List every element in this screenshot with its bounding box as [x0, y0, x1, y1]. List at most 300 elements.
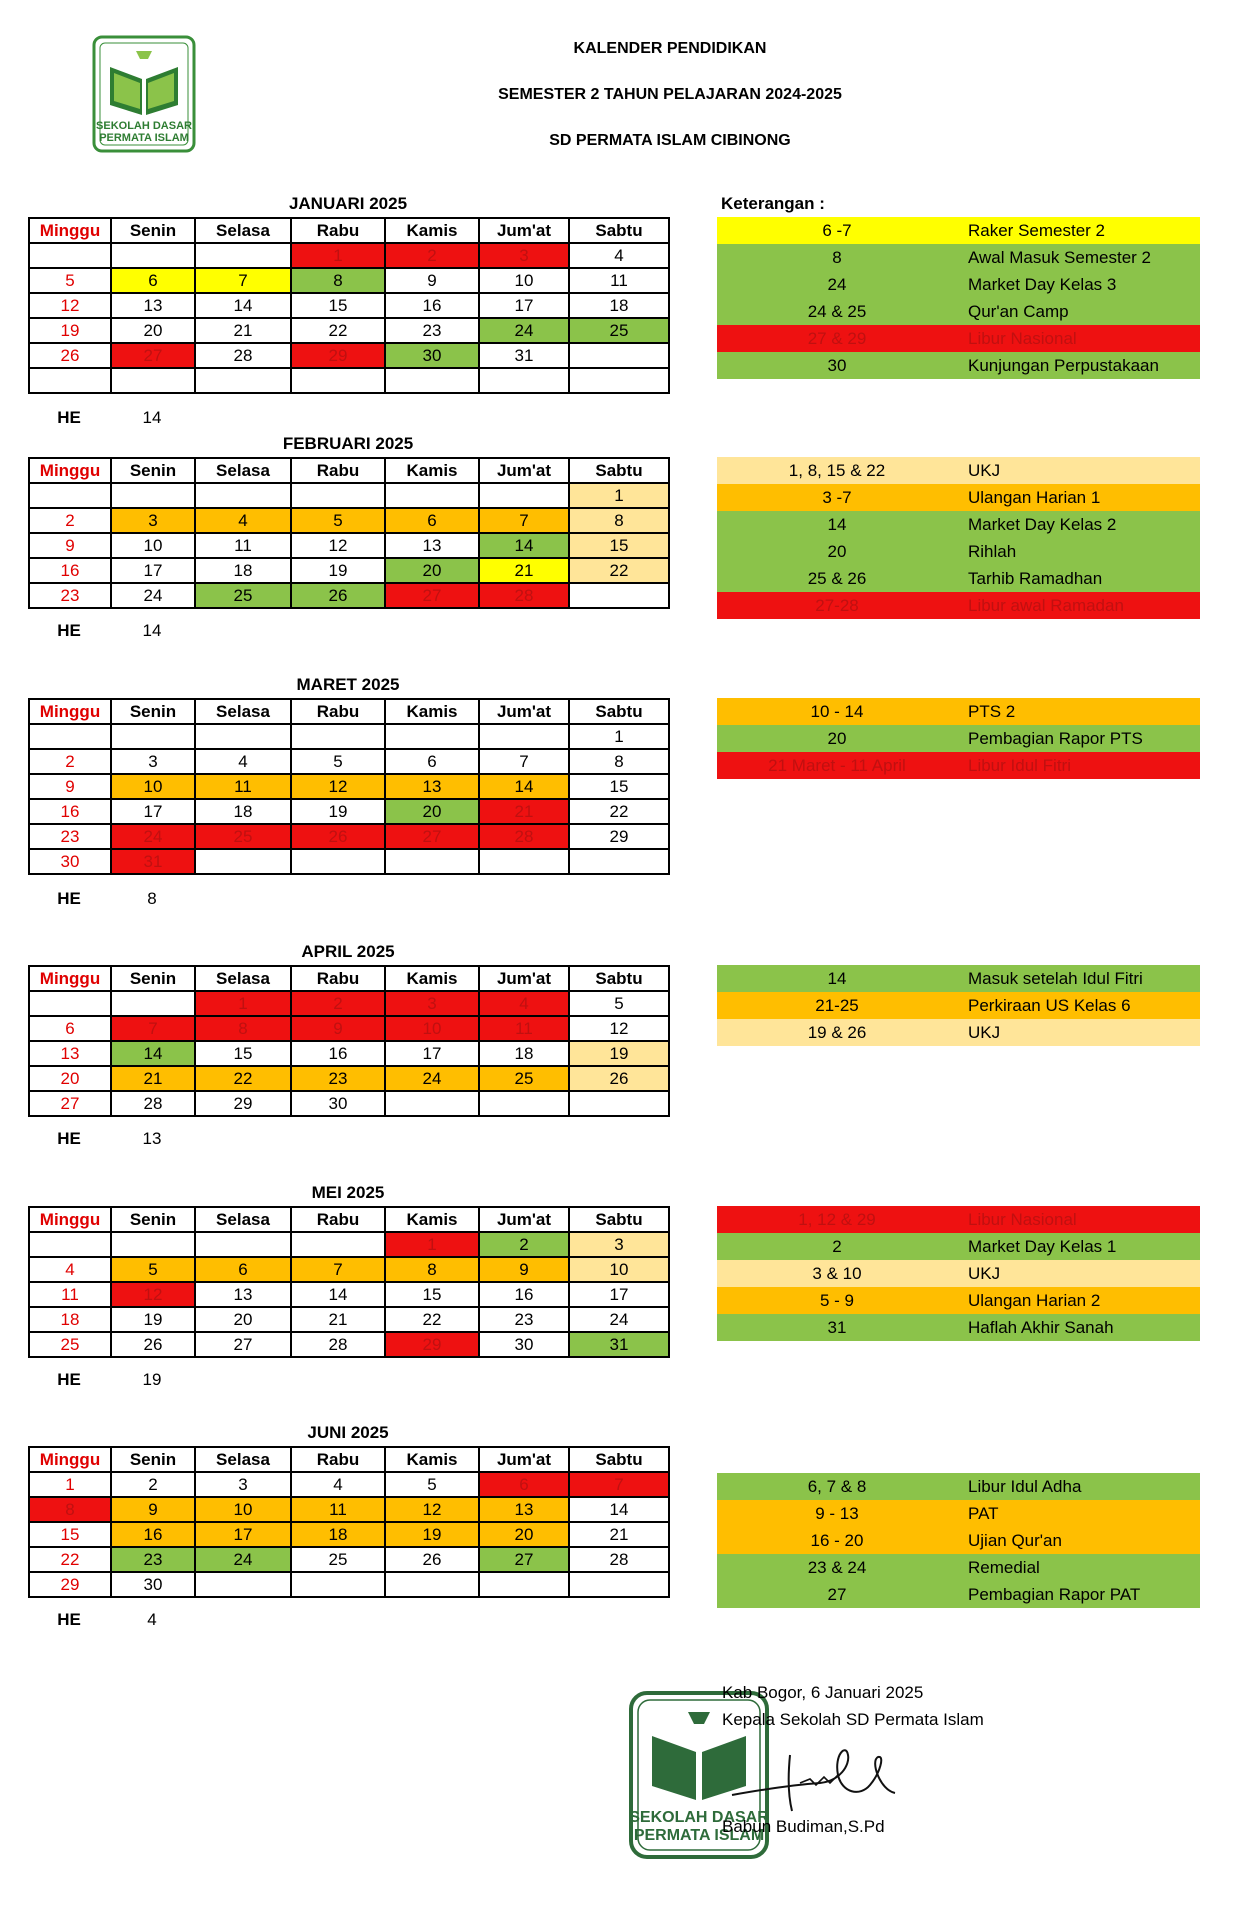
he-label: HE — [57, 621, 81, 641]
day-cell: 26 — [291, 583, 385, 608]
day-cell: 7 — [479, 749, 569, 774]
legend-date: 3 -7 — [822, 487, 852, 507]
day-cell: 14 — [111, 1041, 195, 1066]
day-cell — [569, 1091, 669, 1116]
legend-date: 3 & 10 — [812, 1263, 862, 1283]
day-cell: 26 — [569, 1066, 669, 1091]
legend-date: 6 -7 — [822, 220, 852, 240]
day-cell: 14 — [195, 293, 291, 318]
month-calendar-table — [28, 457, 670, 609]
month-title: JANUARI 2025 — [288, 194, 408, 213]
day-cell: 4 — [195, 749, 291, 774]
legend-date: 20 — [827, 541, 847, 561]
day-cell: 21 — [569, 1522, 669, 1547]
weekday-header-row — [29, 699, 669, 724]
day-cell — [195, 368, 291, 393]
legend-item — [717, 352, 1200, 379]
day-cell — [111, 368, 195, 393]
legend-text: Perkiraan US Kelas 6 — [968, 995, 1131, 1015]
weekday-header: Rabu — [291, 1447, 385, 1472]
day-cell: 18 — [569, 293, 669, 318]
school-name: SD PERMATA ISLAM CIBINONG — [549, 132, 791, 149]
day-cell — [291, 724, 385, 749]
weekday-header: Selasa — [195, 966, 291, 991]
legend-date: 1, 8, 15 & 22 — [788, 460, 886, 480]
day-cell: 24 — [111, 583, 195, 608]
week-row — [29, 1066, 669, 1091]
day-cell: 31 — [111, 849, 195, 874]
legend-date: 30 — [827, 355, 847, 375]
day-cell: 25 — [291, 1547, 385, 1572]
day-cell: 20 — [29, 1066, 111, 1091]
day-cell — [195, 724, 291, 749]
day-cell — [479, 483, 569, 508]
legend-item — [717, 538, 1200, 565]
day-cell: 5 — [385, 1472, 479, 1497]
day-cell: 24 — [479, 318, 569, 343]
day-cell: 18 — [479, 1041, 569, 1066]
day-cell: 15 — [385, 1282, 479, 1307]
day-cell: 7 — [569, 1472, 669, 1497]
week-row — [29, 483, 669, 508]
day-cell: 10 — [569, 1257, 669, 1282]
weekday-header: Jum'at — [479, 458, 569, 483]
legend-item — [717, 1019, 1200, 1046]
week-row — [29, 558, 669, 583]
he-label: HE — [57, 1610, 81, 1630]
legend-text: Ulangan Harian 2 — [968, 1290, 1101, 1310]
day-cell: 24 — [385, 1066, 479, 1091]
day-cell: 17 — [195, 1522, 291, 1547]
day-cell: 5 — [291, 749, 385, 774]
weekday-header: Sabtu — [569, 966, 669, 991]
he-label: HE — [57, 1370, 81, 1390]
month-title: JUNI 2025 — [307, 1423, 389, 1442]
weekday-header: Jum'at — [479, 1447, 569, 1472]
day-cell — [29, 243, 111, 268]
day-cell — [385, 1572, 479, 1597]
weekday-header: Rabu — [291, 1207, 385, 1232]
day-cell: 21 — [479, 799, 569, 824]
legend-item — [717, 1554, 1200, 1581]
day-cell: 22 — [291, 318, 385, 343]
day-cell: 2 — [29, 508, 111, 533]
day-cell — [385, 1091, 479, 1116]
day-cell — [111, 243, 195, 268]
legend-date: 20 — [827, 728, 847, 748]
day-cell: 13 — [385, 774, 479, 799]
week-row — [29, 1257, 669, 1282]
legend-item — [717, 1287, 1200, 1314]
he-value: 8 — [147, 888, 157, 908]
legend-text: Libur awal Ramadan — [968, 595, 1124, 615]
day-cell: 15 — [29, 1522, 111, 1547]
day-cell — [569, 849, 669, 874]
svg-text:PERMATA ISLAM: PERMATA ISLAM — [633, 1827, 765, 1844]
legend-item — [717, 457, 1200, 484]
legend-list — [717, 457, 1200, 619]
day-cell — [479, 368, 569, 393]
weekday-header: Minggu — [29, 1207, 111, 1232]
legend-date: 8 — [832, 247, 842, 267]
day-cell: 13 — [195, 1282, 291, 1307]
month-calendar-table — [28, 217, 670, 394]
day-cell: 25 — [479, 1066, 569, 1091]
legend-date: 24 — [827, 274, 847, 294]
svg-text:SEKOLAH DASAR: SEKOLAH DASAR — [96, 120, 192, 132]
legend-date: 27 — [827, 1584, 847, 1604]
week-row — [29, 1522, 669, 1547]
weekday-header: Rabu — [291, 458, 385, 483]
day-cell: 7 — [479, 508, 569, 533]
day-cell: 23 — [111, 1547, 195, 1572]
day-cell: 11 — [29, 1282, 111, 1307]
month-title: MEI 2025 — [311, 1183, 385, 1202]
he-value: 19 — [142, 1370, 162, 1390]
legend-item — [717, 325, 1200, 352]
week-row — [29, 1332, 669, 1357]
weekday-header: Senin — [111, 699, 195, 724]
weekday-header: Rabu — [291, 966, 385, 991]
day-cell: 29 — [569, 824, 669, 849]
day-cell: 27 — [385, 824, 479, 849]
day-cell: 4 — [29, 1257, 111, 1282]
legend-text: UKJ — [968, 1022, 1001, 1042]
week-row — [29, 1572, 669, 1597]
legend-item — [717, 565, 1200, 592]
day-cell: 28 — [479, 583, 569, 608]
day-cell: 16 — [111, 1522, 195, 1547]
day-cell: 3 — [385, 991, 479, 1016]
week-row — [29, 774, 669, 799]
legend-text: Raker Semester 2 — [968, 220, 1105, 240]
day-cell — [479, 1572, 569, 1597]
legend-text: Market Day Kelas 1 — [968, 1236, 1117, 1256]
legend-date: 27-28 — [815, 595, 859, 615]
day-cell: 31 — [569, 1332, 669, 1357]
weekday-header: Minggu — [29, 458, 111, 483]
day-cell: 6 — [195, 1257, 291, 1282]
weekday-header: Kamis — [385, 218, 479, 243]
week-row — [29, 1497, 669, 1522]
day-cell: 19 — [111, 1307, 195, 1332]
day-cell: 30 — [291, 1091, 385, 1116]
day-cell: 6 — [111, 268, 195, 293]
week-row — [29, 799, 669, 824]
weekday-header: Jum'at — [479, 966, 569, 991]
day-cell: 19 — [291, 799, 385, 824]
day-cell: 28 — [195, 343, 291, 368]
day-cell: 24 — [111, 824, 195, 849]
day-cell: 24 — [195, 1547, 291, 1572]
day-cell: 8 — [195, 1016, 291, 1041]
legend-item — [717, 1206, 1200, 1233]
day-cell: 23 — [291, 1066, 385, 1091]
legend-list — [717, 965, 1200, 1046]
day-cell: 8 — [385, 1257, 479, 1282]
day-cell: 9 — [111, 1497, 195, 1522]
legend-text: Tarhib Ramadhan — [968, 568, 1103, 588]
day-cell: 15 — [291, 293, 385, 318]
day-cell: 11 — [291, 1497, 385, 1522]
week-row — [29, 508, 669, 533]
legend-item — [717, 217, 1200, 244]
weekday-header: Minggu — [29, 1447, 111, 1472]
week-row — [29, 533, 669, 558]
signature-scribble — [730, 1735, 900, 1815]
month-calendar-table — [28, 1446, 670, 1598]
day-cell — [385, 724, 479, 749]
day-cell: 20 — [195, 1307, 291, 1332]
legend-date: 1, 12 & 29 — [798, 1209, 876, 1229]
legend-date: 2 — [832, 1236, 842, 1256]
day-cell: 14 — [291, 1282, 385, 1307]
legend-item — [717, 271, 1200, 298]
day-cell: 13 — [29, 1041, 111, 1066]
day-cell: 17 — [111, 558, 195, 583]
weekday-header: Minggu — [29, 966, 111, 991]
day-cell: 16 — [29, 799, 111, 824]
day-cell — [385, 483, 479, 508]
day-cell: 2 — [291, 991, 385, 1016]
day-cell: 24 — [569, 1307, 669, 1332]
weekday-header: Sabtu — [569, 458, 669, 483]
day-cell: 10 — [385, 1016, 479, 1041]
keterangan-label: Keterangan : — [721, 194, 825, 213]
weekday-header: Sabtu — [569, 699, 669, 724]
legend-date: 21 Maret - 11 April — [768, 755, 906, 775]
day-cell: 12 — [385, 1497, 479, 1522]
day-cell — [195, 1572, 291, 1597]
signature-role: Kepala Sekolah SD Permata Islam — [722, 1710, 984, 1729]
day-cell: 28 — [291, 1332, 385, 1357]
day-cell — [291, 368, 385, 393]
day-cell: 4 — [479, 991, 569, 1016]
legend-date: 10 - 14 — [810, 701, 864, 721]
day-cell: 7 — [291, 1257, 385, 1282]
legend-date: 9 - 13 — [815, 1503, 859, 1523]
day-cell: 17 — [569, 1282, 669, 1307]
day-cell: 3 — [479, 243, 569, 268]
day-cell: 17 — [385, 1041, 479, 1066]
day-cell: 25 — [29, 1332, 111, 1357]
day-cell: 15 — [195, 1041, 291, 1066]
he-value: 13 — [142, 1129, 162, 1149]
week-row — [29, 1016, 669, 1041]
day-cell: 20 — [111, 318, 195, 343]
day-cell — [111, 483, 195, 508]
legend-item — [717, 592, 1200, 619]
day-cell: 23 — [479, 1307, 569, 1332]
day-cell: 18 — [291, 1522, 385, 1547]
day-cell: 23 — [385, 318, 479, 343]
day-cell: 16 — [479, 1282, 569, 1307]
legend-text: Libur Idul Fitri — [968, 755, 1071, 775]
weekday-header: Senin — [111, 218, 195, 243]
legend-text: Ujian Qur'an — [968, 1530, 1062, 1550]
month-title: MARET 2025 — [296, 675, 400, 694]
day-cell: 1 — [291, 243, 385, 268]
week-row — [29, 1472, 669, 1497]
day-cell: 15 — [569, 774, 669, 799]
day-cell: 4 — [195, 508, 291, 533]
legend-date: 23 & 24 — [807, 1557, 867, 1577]
legend-item — [717, 698, 1200, 725]
legend-list — [717, 698, 1200, 779]
day-cell — [111, 724, 195, 749]
legend-date: 25 & 26 — [807, 568, 867, 588]
month-title: FEBRUARI 2025 — [282, 434, 414, 453]
day-cell: 31 — [479, 343, 569, 368]
day-cell — [291, 1232, 385, 1257]
day-cell: 21 — [479, 558, 569, 583]
day-cell: 29 — [291, 343, 385, 368]
day-cell: 21 — [291, 1307, 385, 1332]
week-row — [29, 1282, 669, 1307]
day-cell — [385, 368, 479, 393]
week-row — [29, 583, 669, 608]
signature-name: Babun Budiman,S.Pd — [722, 1817, 885, 1836]
week-row — [29, 749, 669, 774]
legend-text: Libur Idul Adha — [968, 1476, 1082, 1496]
legend-text: Kunjungan Perpustakaan — [968, 355, 1159, 375]
day-cell: 1 — [29, 1472, 111, 1497]
day-cell: 27 — [29, 1091, 111, 1116]
legend-text: UKJ — [968, 460, 1001, 480]
weekday-header: Senin — [111, 458, 195, 483]
day-cell: 27 — [385, 583, 479, 608]
day-cell: 3 — [111, 749, 195, 774]
legend-text: PTS 2 — [968, 701, 1016, 721]
day-cell: 20 — [385, 799, 479, 824]
day-cell: 26 — [111, 1332, 195, 1357]
legend-date: 5 - 9 — [819, 1290, 855, 1310]
weekday-header-row — [29, 458, 669, 483]
day-cell: 17 — [111, 799, 195, 824]
day-cell: 27 — [479, 1547, 569, 1572]
day-cell: 15 — [569, 533, 669, 558]
day-cell: 1 — [385, 1232, 479, 1257]
week-row — [29, 1547, 669, 1572]
day-cell: 10 — [111, 774, 195, 799]
week-row — [29, 824, 669, 849]
day-cell: 30 — [111, 1572, 195, 1597]
day-cell: 3 — [111, 508, 195, 533]
legend-text: Pembagian Rapor PAT — [968, 1584, 1141, 1604]
weekday-header: Selasa — [195, 1447, 291, 1472]
day-cell: 14 — [479, 533, 569, 558]
week-row — [29, 1091, 669, 1116]
day-cell: 5 — [29, 268, 111, 293]
day-cell: 28 — [479, 824, 569, 849]
day-cell: 14 — [569, 1497, 669, 1522]
day-cell: 27 — [195, 1332, 291, 1357]
day-cell: 10 — [479, 268, 569, 293]
day-cell — [291, 483, 385, 508]
weekday-header: Kamis — [385, 458, 479, 483]
day-cell: 22 — [195, 1066, 291, 1091]
day-cell: 1 — [569, 724, 669, 749]
day-cell: 20 — [385, 558, 479, 583]
day-cell: 10 — [195, 1497, 291, 1522]
day-cell — [479, 849, 569, 874]
weekday-header: Jum'at — [479, 699, 569, 724]
legend-item — [717, 992, 1200, 1019]
day-cell: 11 — [479, 1016, 569, 1041]
day-cell — [569, 583, 669, 608]
day-cell: 8 — [569, 508, 669, 533]
day-cell: 19 — [569, 1041, 669, 1066]
he-value: 14 — [142, 407, 162, 427]
legend-item — [717, 1500, 1200, 1527]
signature-place-date: Kab Bogor, 6 Januari 2025 — [722, 1683, 924, 1702]
day-cell: 11 — [195, 533, 291, 558]
week-row — [29, 343, 669, 368]
day-cell: 12 — [111, 1282, 195, 1307]
day-cell: 18 — [29, 1307, 111, 1332]
week-row — [29, 243, 669, 268]
he-label: HE — [57, 407, 81, 427]
legend-date: 14 — [827, 968, 847, 988]
day-cell: 19 — [291, 558, 385, 583]
day-cell — [195, 1232, 291, 1257]
legend-item — [717, 1581, 1200, 1608]
day-cell: 26 — [385, 1547, 479, 1572]
day-cell: 5 — [111, 1257, 195, 1282]
day-cell: 2 — [479, 1232, 569, 1257]
day-cell: 4 — [291, 1472, 385, 1497]
day-cell — [479, 724, 569, 749]
day-cell: 12 — [29, 293, 111, 318]
legend-text: UKJ — [968, 1263, 1001, 1283]
day-cell: 6 — [385, 749, 479, 774]
day-cell: 22 — [569, 799, 669, 824]
month-calendar-table — [28, 698, 670, 875]
day-cell: 25 — [195, 583, 291, 608]
weekday-header: Senin — [111, 966, 195, 991]
day-cell: 9 — [291, 1016, 385, 1041]
weekday-header: Kamis — [385, 1207, 479, 1232]
day-cell: 19 — [29, 318, 111, 343]
weekday-header: Senin — [111, 1207, 195, 1232]
legend-text: Libur Nasional — [968, 1209, 1077, 1229]
day-cell: 2 — [385, 243, 479, 268]
day-cell: 18 — [195, 558, 291, 583]
day-cell: 23 — [29, 824, 111, 849]
legend-list — [717, 217, 1200, 379]
day-cell: 18 — [195, 799, 291, 824]
day-cell — [195, 483, 291, 508]
weekday-header: Minggu — [29, 218, 111, 243]
day-cell: 25 — [569, 318, 669, 343]
day-cell: 6 — [29, 1016, 111, 1041]
day-cell: 29 — [385, 1332, 479, 1357]
legend-item — [717, 484, 1200, 511]
day-cell: 30 — [385, 343, 479, 368]
day-cell: 22 — [385, 1307, 479, 1332]
day-cell: 1 — [195, 991, 291, 1016]
day-cell: 12 — [291, 774, 385, 799]
legend-date: 27 & 29 — [807, 328, 867, 348]
day-cell: 13 — [385, 533, 479, 558]
day-cell: 5 — [291, 508, 385, 533]
day-cell: 3 — [195, 1472, 291, 1497]
day-cell: 2 — [111, 1472, 195, 1497]
day-cell — [29, 483, 111, 508]
weekday-header: Selasa — [195, 1207, 291, 1232]
day-cell: 14 — [479, 774, 569, 799]
legend-date: 6, 7 & 8 — [807, 1476, 867, 1496]
